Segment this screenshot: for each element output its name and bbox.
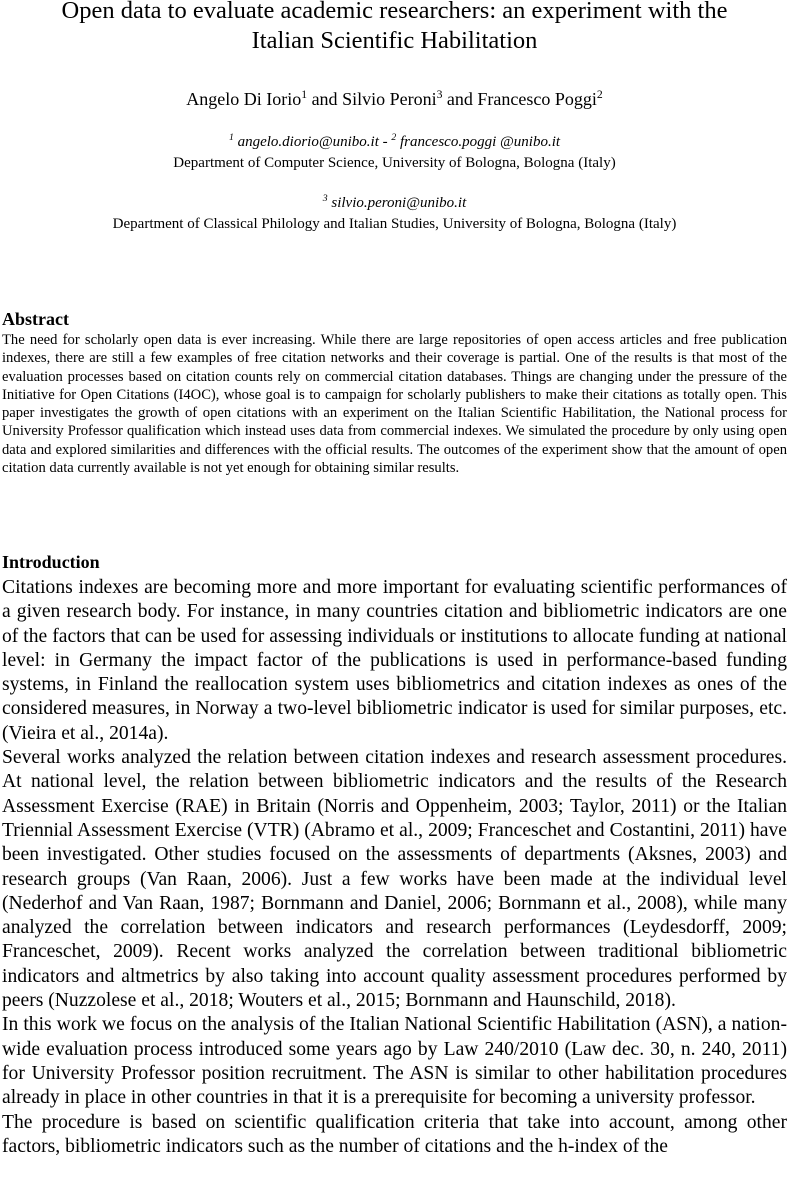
- author-affiliation-mark: 2: [596, 88, 603, 101]
- author-name: Silvio Peroni: [342, 89, 437, 109]
- author-list: [0, 88, 789, 110]
- email-address: angelo.diorio@unibo.it -: [233, 134, 392, 150]
- email-address: francesco.poggi @unibo.it: [396, 134, 561, 150]
- paper-title-line-2: Italian Scientific Habilitation: [251, 27, 538, 54]
- author-name: Angelo Di Iorio: [186, 89, 302, 109]
- affiliation-mark: 3: [322, 193, 328, 204]
- introduction-heading: Introduction: [2, 552, 100, 572]
- author-affiliation-mark: 3: [436, 88, 443, 101]
- affiliation-department-1: Department of Computer Science, University of Bologna, Bologna (Italy): [173, 155, 616, 171]
- paper-title-line-1: Open data to evaluate academic researchers: an experiment with the: [61, 0, 728, 24]
- affiliation-department-2: Department of Classical Philology and Italian Studies, University of Bologna, Bologna (Italy): [112, 216, 677, 232]
- affiliation-emails-2: [0, 193, 789, 213]
- affiliation-emails-1: [0, 132, 789, 152]
- author-affiliation-mark: 1: [301, 88, 308, 101]
- abstract-text: The need for scholarly open data is ever increasing. While there are large repositories of open access articles and free publication indexes, there are still a few examples of free citation networks and their coverage is partial. One of the results is that most of the evaluation processes based on citation counts rely on commercial citation databases. Things are changing under the pressure of the Initiative for Open Citations (I4OC), whose goal is to campaign for scholarly publishers to make their citations as totally open. This paper investigates the growth of open citations with an experiment on the Italian Scientific Habilitation, the National process for University Professor qualification which instead uses data from commercial indexes. We simulated the procedure by only using open data and explored similarities and differences with the official results. The outcomes of the experiment show that the amount of open citation data currently available is not yet enough for obtaining similar results.: [2, 332, 787, 477]
- introduction-body: [2, 576, 787, 1159]
- affiliation-mark: 1: [228, 132, 234, 143]
- author-separator: and: [307, 89, 343, 109]
- affiliation-mark: 2: [391, 132, 397, 143]
- paragraph: Citations indexes are becoming more and more important for evaluating scientific performances of a given research body. For instance, in many countries citation and bibliometric indicators are one of the factors that can be used for assessing individuals or institutions to allocate funding at national level: in Germany the impact factor of the publications is used in performance-based funding systems, in Finland the reallocation system uses bibliometrics and citation indexes as ones of the considered measures, in Norway a two-level bibliometric indicator is used for similar purposes, etc. (Vieira et al., 2014a).: [2, 577, 787, 744]
- abstract-heading: Abstract: [2, 309, 69, 329]
- paper-title: [0, 0, 789, 56]
- author-name: Francesco Poggi: [477, 89, 597, 109]
- paragraph: Several works analyzed the relation between citation indexes and research assessment procedures. At national level, the relation between bibliometric indicators and the results of the Research Assessment Exercise (RAE) in Britain (Norris and Oppenheim, 2003; Taylor, 2011) or the Italian Triennial Assessment Exercise (VTR) (Abramo et al., 2009; Franceschet and Costantini, 2011) have been investigated. Other studies focused on the assessments of departments (Aksnes, 2003) and research groups (Van Raan, 2006). Just a few works have been made at the individual level (Nederhof and Van Raan, 1987; Bornmann and Daniel, 2006; Bornmann et al., 2008), while many analyzed the correlation between indicators and research performances (Leydesdorff, 2009; Franceschet, 2009). Recent works analyzed the correlation between traditional bibliometric indicators and altmetrics by also taking into account quality assessment procedures performed by peers (Nuzzolese et al., 2018; Wouters et al., 2015; Bornmann and Haunschild, 2018).: [2, 747, 787, 1012]
- author-separator: and: [442, 89, 478, 109]
- paragraph: In this work we focus on the analysis of the Italian National Scientific Habilitation (ASN), a nation-wide evaluation process introduced some years ago by Law 240/2010 (Law dec. 30, n. 240, 2011) for University Professor position recruitment. The ASN is similar to other habilitation procedures already in place in other countries in that it is a prerequisite for becoming a university professor.: [2, 1014, 787, 1109]
- email-address: silvio.peroni@unibo.it: [327, 195, 467, 211]
- paragraph: The procedure is based on scientific qualification criteria that take into account, among other factors, bibliometric indicators such as the number of citations and the h-index of the: [2, 1111, 787, 1157]
